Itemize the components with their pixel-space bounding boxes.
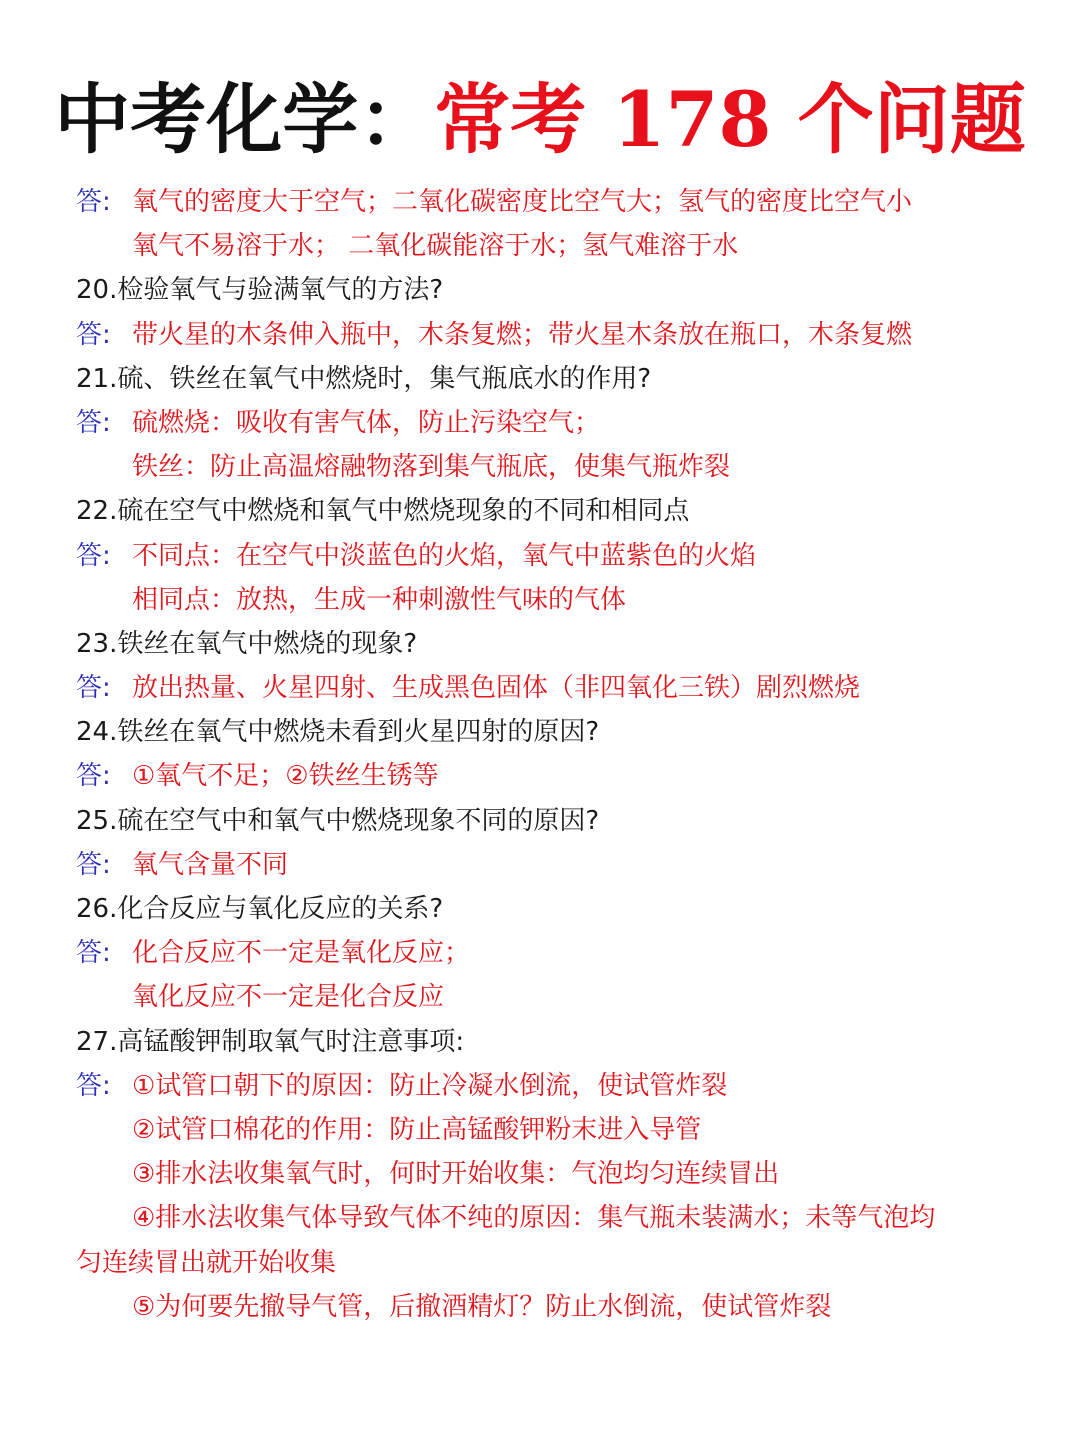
question-25: 25.硫在空气中和氧气中燃烧现象不同的原因? xyxy=(76,805,600,836)
question-20: 20.检验氧气与验满氧气的方法? xyxy=(76,275,444,306)
answer-label: 答: xyxy=(76,761,111,792)
answer-line xyxy=(0,1064,1080,1108)
answer-text: 硫燃烧：吸收有害气体，防止污染空气； xyxy=(132,407,601,438)
answer-text: ①试管口朝下的原因：防止冷凝水倒流，使试管炸裂 xyxy=(132,1070,728,1101)
question-26: 26.化合反应与氧化反应的关系? xyxy=(76,894,444,924)
page-title xyxy=(0,70,1080,170)
answer-line xyxy=(0,534,1080,578)
question-22: 22.硫在空气中燃烧和氧气中燃烧现象的不同和相同点 xyxy=(76,496,690,527)
answer-line xyxy=(0,931,1080,975)
answer-label: 答: xyxy=(76,849,111,880)
answer-continuation: 相同点：放热，生成一种刺激性气味的气体 xyxy=(132,584,627,615)
answer-label: 答: xyxy=(76,407,111,438)
answer-label: 答: xyxy=(76,319,111,350)
answer-text: 化合反应不一定是氧化反应； xyxy=(132,938,471,969)
answer-continuation: 氧化反应不一定是化合反应 xyxy=(132,982,445,1013)
answer-text: 氧气含量不同 xyxy=(132,849,289,880)
answer-line xyxy=(0,180,1080,224)
answer-continuation: ③排水法收集氧气时，何时开始收集：气泡均匀连续冒出 xyxy=(132,1159,780,1190)
question-23: 23.铁丝在氧气中燃烧的现象? xyxy=(76,628,418,659)
answer-continuation: ②试管口棉花的作用：防止高锰酸钾粉末进入导管 xyxy=(132,1114,702,1145)
answer-line xyxy=(0,843,1080,887)
title-highlight: 常考 178 个问题 xyxy=(434,75,1026,164)
answer-line xyxy=(0,401,1080,445)
answer-continuation-wrap: 匀连续冒出就开始收集 xyxy=(76,1247,337,1278)
answer-label: 答: xyxy=(76,540,111,571)
answer-label: 答: xyxy=(76,938,111,969)
answer-line xyxy=(0,313,1080,357)
answer-label: 答: xyxy=(76,187,111,217)
answer-continuation: 铁丝：防止高温熔融物落到集气瓶底，使集气瓶炸裂 xyxy=(132,452,731,483)
title-subject: 中考化学： xyxy=(54,75,435,164)
answer-continuation: 氧气不易溶于水； 二氧化碳能溶于水；氢气难溶于水 xyxy=(132,231,739,262)
question-24: 24.铁丝在氧气中燃烧未看到火星四射的原因? xyxy=(76,717,600,748)
answer-continuation: ⑤为何要先撤导气管，后撤酒精灯？防止水倒流，使试管炸裂 xyxy=(132,1291,832,1322)
question-21: 21.硫、铁丝在氧气中燃烧时，集气瓶底水的作用? xyxy=(76,363,652,394)
answer-text: 放出热量、火星四射、生成黑色固体（非四氧化三铁）剧烈燃烧 xyxy=(132,673,861,704)
answer-line xyxy=(0,754,1080,798)
qa-content xyxy=(0,180,1080,1329)
answer-line xyxy=(0,666,1080,710)
answer-text: ①氧气不足；②铁丝生锈等 xyxy=(132,761,439,792)
question-27: 27.高锰酸钾制取氧气时注意事项: xyxy=(76,1026,465,1057)
answer-text: 不同点：在空气中淡蓝色的火焰，氧气中蓝紫色的火焰 xyxy=(132,540,757,571)
answer-label: 答: xyxy=(76,673,111,704)
answer-label: 答: xyxy=(76,1070,111,1101)
answer-continuation: ④排水法收集气体导致气体不纯的原因：集气瓶未装满水；未等气泡均 xyxy=(132,1203,936,1234)
answer-text: 带火星的木条伸入瓶中，木条复燃；带火星木条放在瓶口，木条复燃 xyxy=(132,319,913,350)
answer-text: 氧气的密度大于空气；二氧化碳密度比空气大；氢气的密度比空气小 xyxy=(132,187,913,217)
